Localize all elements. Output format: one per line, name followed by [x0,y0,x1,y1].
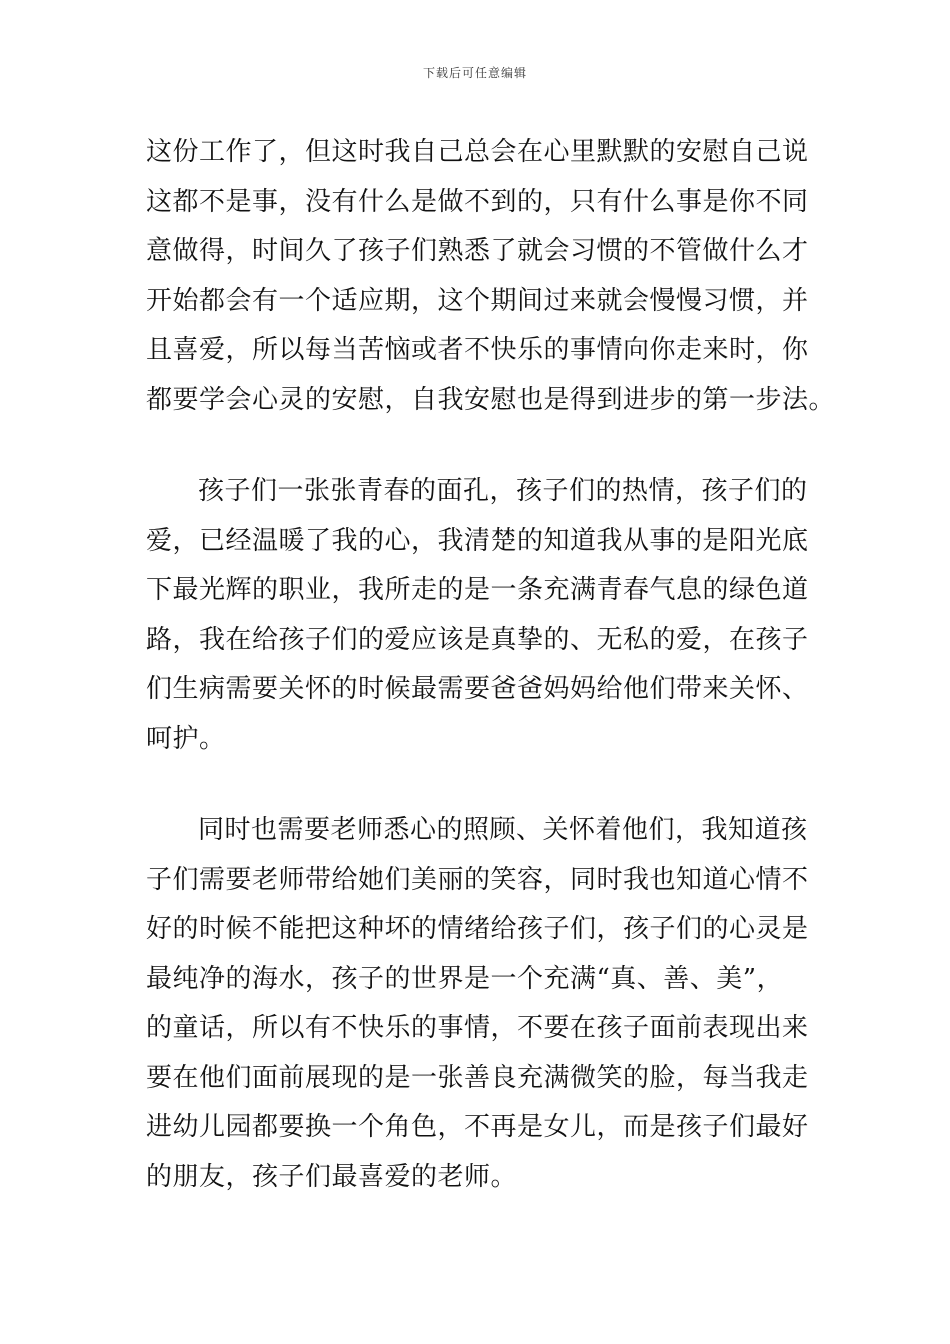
paragraph-2 [146,467,809,764]
text-line: 孩子们一张张青春的面孔，孩子们的热情，孩子们的 [198,476,808,506]
text-line: 们生病需要关怀的时候最需要爸爸妈妈给他们带来关怀、 [146,674,809,704]
text-line: 路，我在给孩子们的爱应该是真挚的、无私的爱，在孩子 [146,624,809,655]
document-body [146,128,836,1202]
text-line: 子们需要老师带给她们美丽的笑容，同时我也知道心情不 [146,864,809,895]
text-line: 最纯净的海水，孩子的世界是一个充满“真、善、美”， [146,963,784,994]
text-line: 进幼儿园都要换一个角色，不再是女儿，而是孩子们最好 [146,1112,809,1142]
text-line: 意做得，时间久了孩子们熟悉了就会习惯的不管做什么才 [146,236,809,266]
text-line: 同时也需要老师悉心的照顾、关怀着他们，我知道孩 [198,815,808,845]
text-line: 呵护。 [146,723,226,754]
text-line: 爱，已经温暖了我的心，我清楚的知道我从事的是阳光底 [146,525,809,556]
paragraph-1 [146,128,836,425]
text-line: 这都不是事，没有什么是做不到的，只有什么事是你不同 [146,186,809,217]
text-line: 的童话，所以有不快乐的事情，不要在孩子面前表现出来 [146,1013,809,1043]
paragraph-3 [146,806,809,1202]
text-line: 这份工作了，但这时我自己总会在心里默默的安慰自己说 [146,137,809,167]
text-line: 都要学会心灵的安慰，自我安慰也是得到进步的第一步法。 [146,384,836,415]
text-line: 下最光辉的职业，我所走的是一条充满青春气息的绿色道 [146,575,809,605]
text-line: 开始都会有一个适应期，这个期间过来就会慢慢习惯，并 [146,285,809,316]
page-header-note: 下载后可任意编辑 [422,66,527,80]
text-line: 好的时候不能把这种坏的情绪给孩子们，孩子们的心灵是 [146,914,809,944]
text-line: 的朋友，孩子们最喜爱的老师。 [146,1161,518,1192]
text-line: 且喜爱，所以每当苦恼或者不快乐的事情向你走来时，你 [146,335,809,365]
text-line: 要在他们面前展现的是一张善良充满微笑的脸，每当我走 [146,1062,809,1093]
